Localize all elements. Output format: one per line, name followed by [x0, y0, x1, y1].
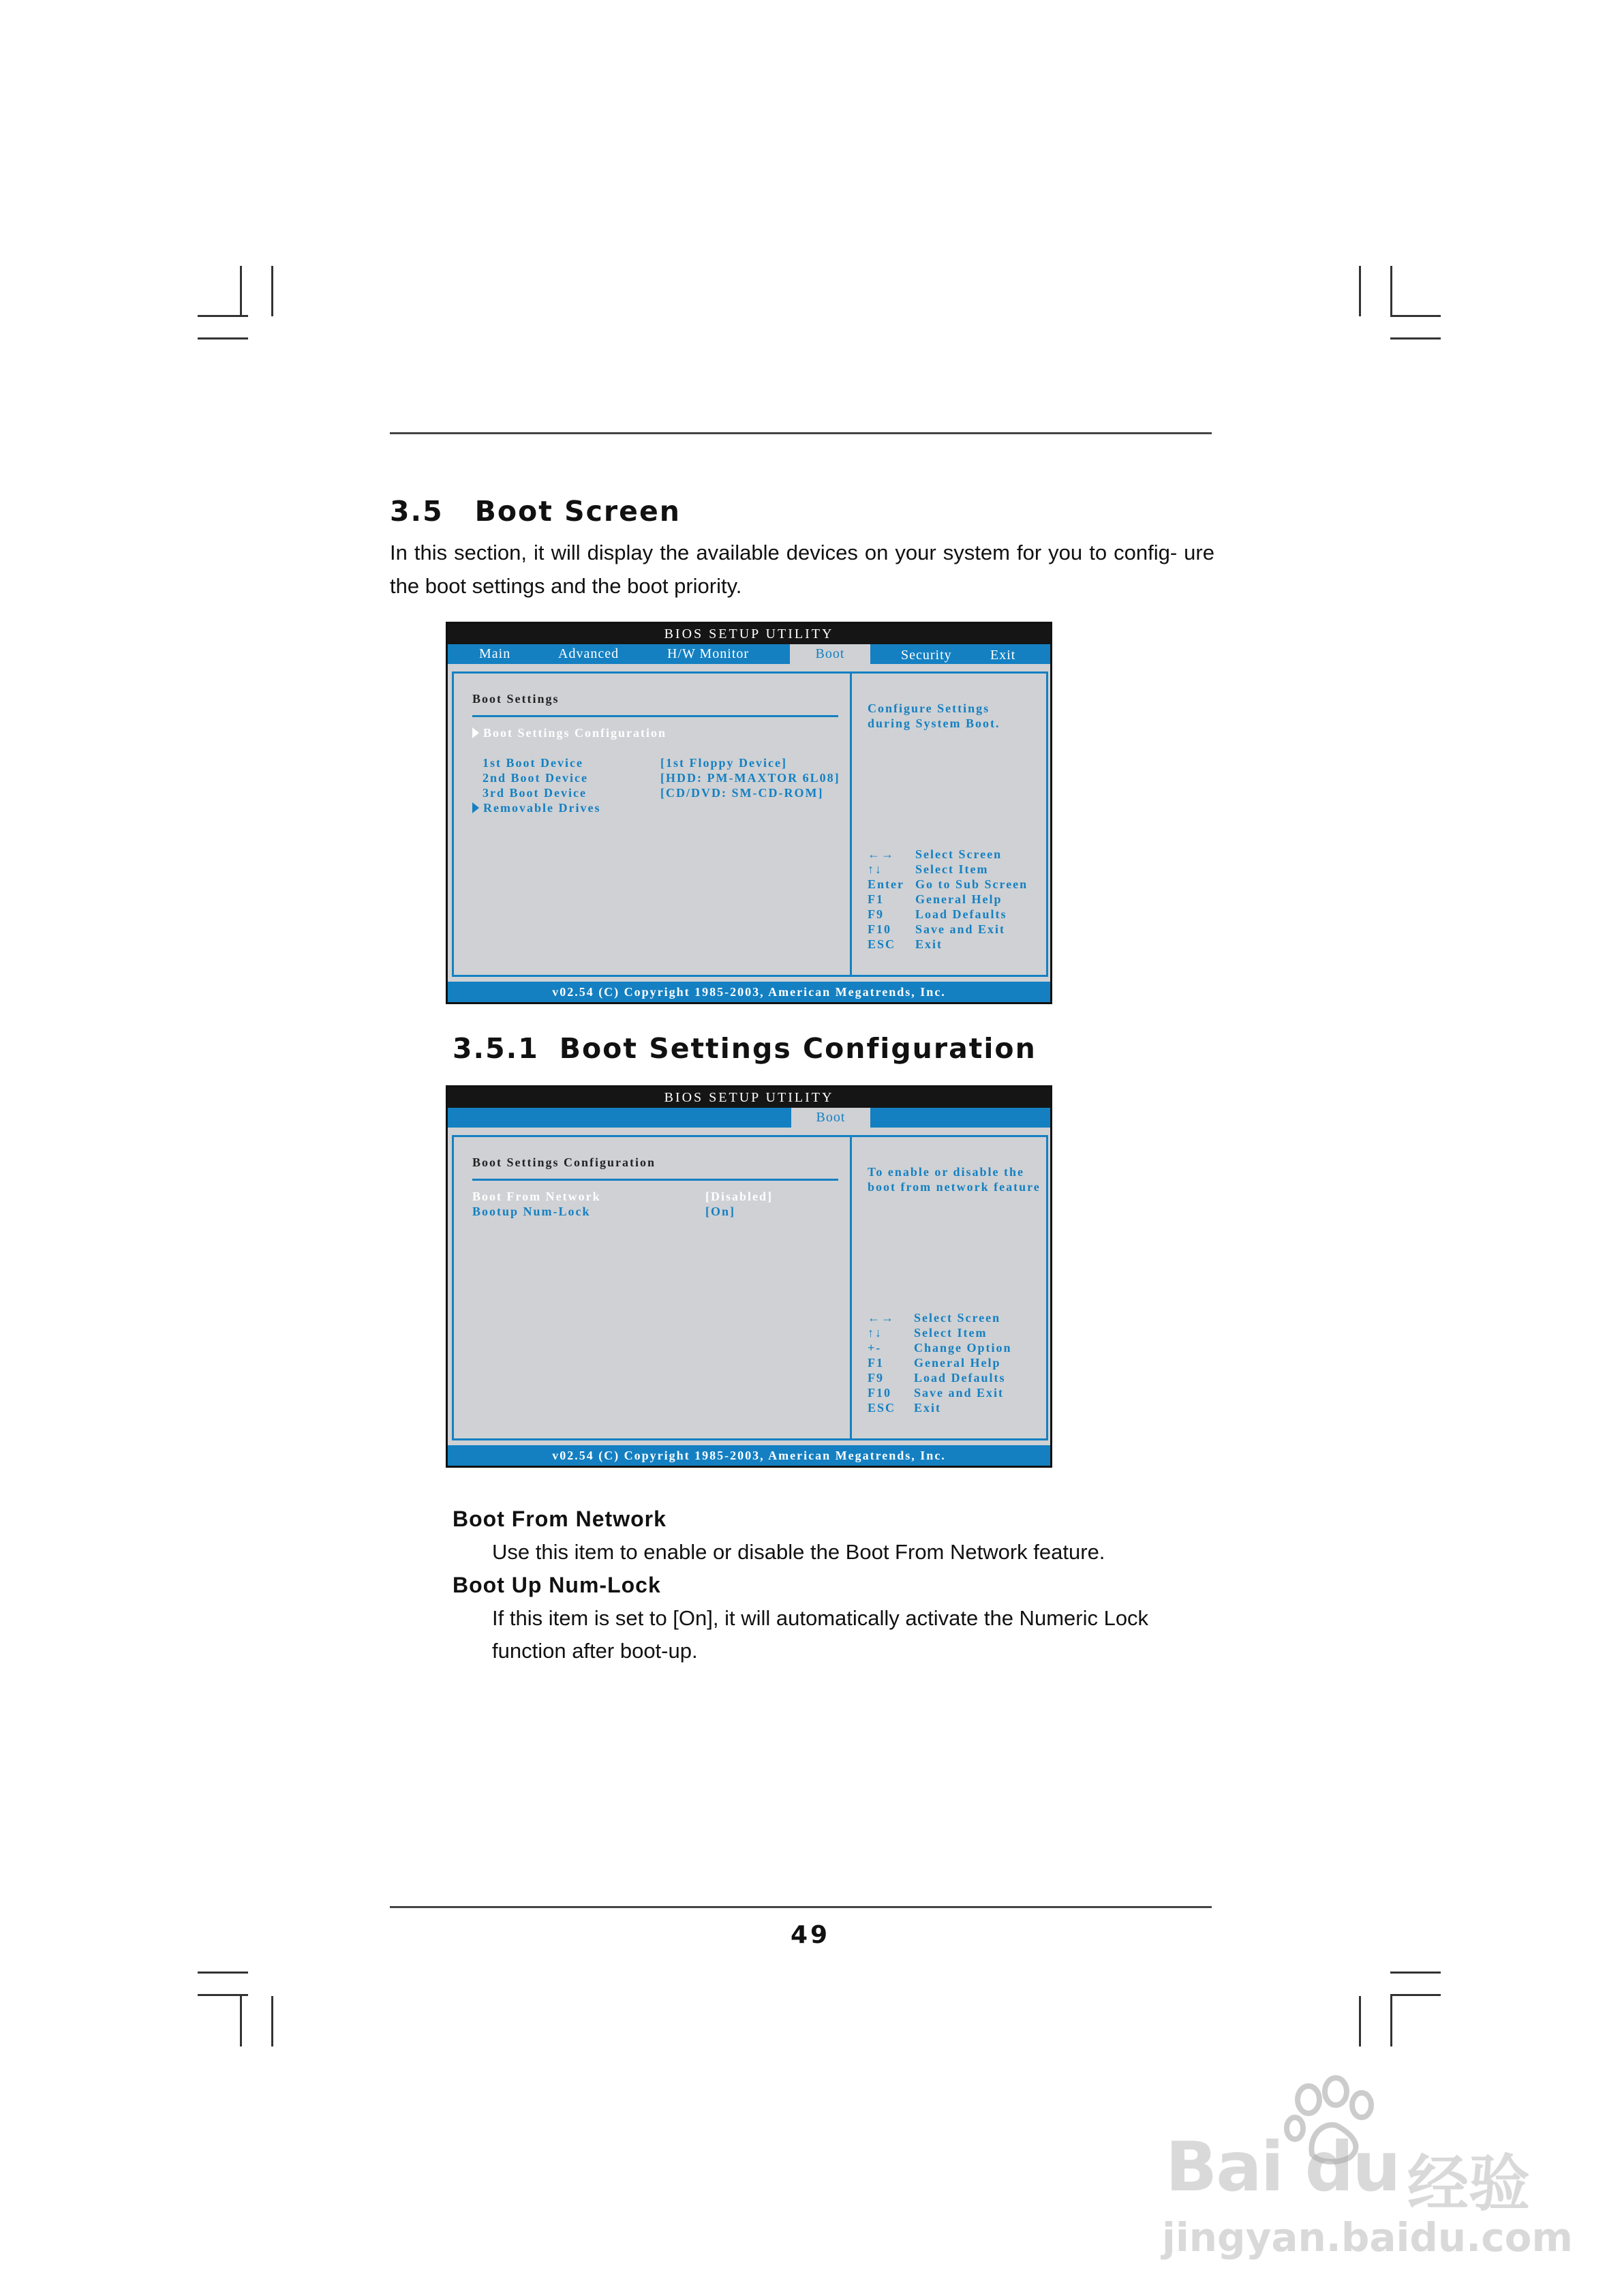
bios-screen-boot — [446, 622, 1052, 1004]
footer-rule — [390, 1906, 1212, 1908]
boot-settings-config-link[interactable] — [472, 726, 667, 740]
boot-from-network-label[interactable]: Boot From Network — [472, 1190, 601, 1203]
key: ESC — [868, 937, 896, 951]
removable-drives-link[interactable] — [472, 801, 600, 815]
help-line-1: To enable or disable the — [868, 1165, 1025, 1179]
boot-device-2-label[interactable]: 2nd Boot Device — [483, 771, 588, 785]
tab-boot[interactable]: Boot — [791, 1108, 870, 1128]
submenu-label: Boot Settings Configuration — [483, 726, 667, 740]
bootup-numlock-value[interactable]: [On] — [705, 1205, 735, 1218]
heading-underline — [472, 1179, 838, 1181]
tab-advanced[interactable]: Advanced — [558, 646, 619, 661]
key-action: Select Screen — [914, 1311, 1001, 1325]
bootup-numlock-label[interactable]: Bootup Num-Lock — [472, 1205, 591, 1218]
help-line-1: Configure Settings — [868, 701, 990, 715]
key: F1 — [868, 1356, 884, 1370]
key-action: Change Option — [914, 1341, 1012, 1355]
bios-title: BIOS SETUP UTILITY — [448, 1087, 1050, 1108]
tab-main[interactable]: Main — [479, 646, 511, 661]
key-action: Save and Exit — [915, 922, 1006, 936]
key: ↑↓ — [868, 1326, 883, 1340]
bios-title: BIOS SETUP UTILITY — [448, 624, 1050, 644]
bios-panel-divider — [850, 1135, 852, 1440]
header-rule — [390, 432, 1212, 434]
key-action: Go to Sub Screen — [915, 877, 1028, 891]
boot-device-1-label[interactable]: 1st Boot Device — [483, 756, 583, 770]
tab-exit[interactable]: Exit — [990, 648, 1016, 663]
watermark-url: jingyan.baidu.com — [1162, 2214, 1573, 2261]
subsection-number: 3.5.1 — [453, 1032, 539, 1065]
heading-underline — [472, 715, 838, 717]
bios-footer: v02.54 (C) Copyright 1985-2003, American Megatrends, Inc. — [448, 982, 1050, 1002]
key: F9 — [868, 1371, 884, 1385]
section-number: 3.5 — [390, 495, 444, 528]
watermark-cn: 经验 — [1407, 2148, 1530, 2220]
help-line-2: boot from network feature — [868, 1180, 1041, 1194]
boot-device-3-value[interactable]: [CD/DVD: SM-CD-ROM] — [660, 786, 824, 800]
key-action: Select Item — [914, 1326, 988, 1340]
key: F1 — [868, 892, 884, 906]
key: +- — [868, 1341, 882, 1355]
bios-panel-divider — [850, 671, 852, 977]
key-action: Select Screen — [915, 847, 1003, 861]
bios-tab-bar — [448, 644, 1050, 664]
key-action: Select Item — [915, 862, 989, 876]
section-heading — [390, 495, 681, 528]
section-title: Boot Screen — [474, 495, 681, 528]
option-desc-boot-from-network: Use this item to enable or disable the Boot From Network feature. — [492, 1540, 1105, 1564]
key-action: General Help — [915, 892, 1003, 906]
option-desc-boot-up-numlock: If this item is set to [On], it will automatically activate the Numeric Lock function after boot-up. — [492, 1606, 1149, 1663]
bios-tab-bar — [448, 1108, 1050, 1128]
section-intro: In this section, it will display the available devices on your system for you to config- ure the boot settings and the boot priority. — [390, 541, 1214, 598]
tab-security[interactable]: Security — [901, 648, 952, 663]
boot-device-1-value[interactable]: [1st Floppy Device] — [660, 756, 787, 770]
key: F10 — [868, 922, 891, 936]
subsection-heading — [453, 1032, 1037, 1065]
key: ←→ — [868, 1311, 895, 1325]
key: F9 — [868, 907, 884, 921]
help-line-2: during System Boot. — [868, 716, 1000, 730]
boot-device-2-value[interactable]: [HDD: PM-MAXTOR 6L08] — [660, 771, 840, 785]
key: ↑↓ — [868, 862, 883, 876]
key-action: Exit — [914, 1401, 942, 1415]
option-title-boot-up-numlock: Boot Up Num-Lock — [453, 1573, 661, 1597]
key: ESC — [868, 1401, 896, 1415]
subsection-title: Boot Settings Configuration — [559, 1032, 1037, 1065]
removable-drives-label: Removable Drives — [483, 801, 601, 815]
page-number: 49 — [791, 1921, 831, 1949]
boot-settings-heading: Boot Settings — [472, 692, 560, 706]
key: F10 — [868, 1386, 891, 1400]
config-heading: Boot Settings Configuration — [472, 1155, 656, 1169]
key-action: Exit — [915, 937, 943, 951]
watermark-brand: Bai du — [1165, 2127, 1400, 2207]
tab-boot[interactable]: Boot — [790, 644, 870, 664]
key-action: Save and Exit — [914, 1386, 1005, 1400]
key-action: Load Defaults — [914, 1371, 1006, 1385]
submenu-arrow-icon — [472, 727, 479, 738]
key-action: Load Defaults — [915, 907, 1007, 921]
key: Enter — [868, 877, 904, 891]
bios-screen-boot-config — [446, 1085, 1052, 1468]
option-title-boot-from-network: Boot From Network — [453, 1507, 667, 1531]
submenu-arrow-icon — [472, 802, 479, 813]
bios-footer: v02.54 (C) Copyright 1985-2003, American Megatrends, Inc. — [448, 1445, 1050, 1466]
tab-hw-monitor[interactable]: H/W Monitor — [667, 646, 750, 661]
key: ←→ — [868, 847, 895, 861]
boot-from-network-value[interactable]: [Disabled] — [705, 1190, 774, 1203]
boot-device-3-label[interactable]: 3rd Boot Device — [483, 786, 587, 800]
key-action: General Help — [914, 1356, 1001, 1370]
